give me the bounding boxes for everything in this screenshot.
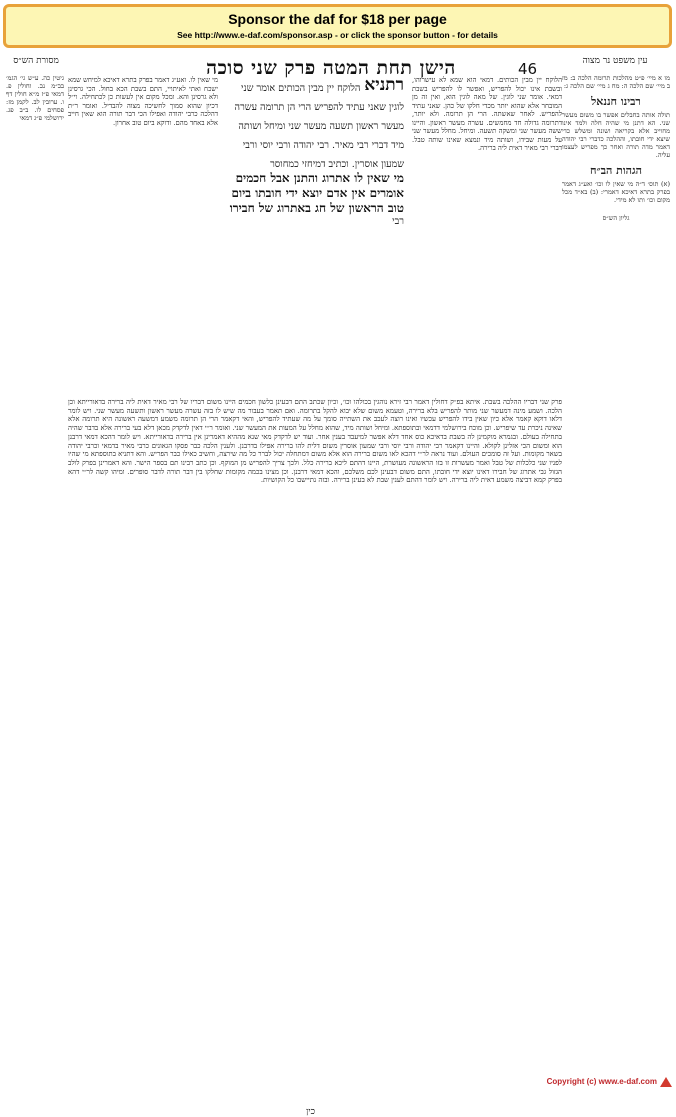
- gemara-opening-word: רתניא: [364, 75, 404, 95]
- gilyon-hashas-note: גליון הש״ס: [602, 214, 630, 222]
- copyright-text[interactable]: Copyright (c) www.e-daf.com: [546, 1077, 657, 1087]
- hagahot-habach-text: (א) תוס׳ ד״ה מי שאין לו וכו׳ ואע״ג דאמר בפרק בתרא דאיכא דאמרי: (ב) בא״ד מכל מקום וכו׳ ותו לא מידי.: [562, 180, 670, 204]
- gemara-text: [226, 76, 404, 391]
- masoret-hashas-text: גיטין כה. ע״ש גי׳ הגמ׳ בב״מ נב. וחולין פ. דמאי פ״ז מ״א חולין דף ו. ערובין לב. לקמן מז: פסחים לו. ב״ב פג. ירושלמי פ״ג דמאי: [6, 74, 64, 122]
- hagahot-habach-title: הגהות הב״ח: [590, 164, 642, 177]
- gemara-end: רבי: [392, 216, 404, 227]
- catchword: כין: [306, 1107, 316, 1117]
- sponsor-banner[interactable]: [3, 4, 672, 48]
- header-ein-mishpat: עין משפט נר מצוה: [582, 56, 648, 66]
- gemara-highlight: מי שאין לו אתרוג והתנן אבל חכמים אומרים אין אדם יוצא ידי חובתו ביום טוב הראשון של חג באתרוג של חבירו: [229, 171, 404, 215]
- main-text-area: [68, 76, 562, 1068]
- copyright-link[interactable]: [547, 1077, 672, 1087]
- sponsor-title[interactable]: Sponsor the daf for $18 per page: [228, 11, 447, 27]
- edaf-logo-icon: [660, 1077, 672, 1087]
- rashi-commentary: הלוקח יין מבין הכותים. דמאי הוא שמא לא עישרוהו, ובשבת אינו יכול להפריש, ואפשר לו להפריש בשבת דמאי. אומר שני לוגין. של מאה לוגין הוא, ואין זה מן המובחר אלא שהוא יותר מכדי חלקו של כהן. שאני עתיד להפריש. לאחר שאשתה. הרי הן תרומה. ולא יותר, דתרומה גדולה חד מחמשים. עשרה מעשר ראשון. והיינו ששה מעשר שני ומשקה תשעה. ומיחל. מחלל מעשר שני על מעות שבידו, ושותה מיד ונמצא שאינו שותה טבל. דברי רבי מאיר דאית ליה ברירה.: [412, 76, 562, 152]
- sponsor-subtitle[interactable]: See http://www.e-daf.com/sponsor.asp - or click the sponsor button - for details: [177, 30, 498, 40]
- header-masoret-hashas: מסורת הש״ס: [13, 56, 59, 66]
- left-sidebar: [6, 74, 64, 1064]
- ein-mishpat-text: מו א מיי׳ פ״ט מהלכות תרומה הלכה ב: מז ב מיי׳ שם הלכה ה: מח ג מיי׳ שם הלכה ג:: [562, 74, 670, 90]
- page-number: 46: [518, 60, 538, 78]
- lower-commentary: פרק שני דבריו ההלכה בשבת. איתא בפ״ק דחולין דאמר רבי זירא נוהגין בכולהו וכו׳, וכיון שכתב התם דבעינן כלשון חכמים היינו משום דבריו של רבי מאיר דאית ליה ברירה בדאורייתא וכן הלכה. ושמע מינה דמעשר שני מותר להפריש בלא ברירה, וטעמא משום שלא יבוא להקל בתרומה. ואם תאמר בעבור מה שיש לו בזה עשרה מעשר ראשון ותשעה מעשר שני. ויש לומר דלאו דוקא קאמר אלא כיון שאין בידו להפריש עכשיו ואינו רוצה לעכב את השתייה סומך על מה שעתיד להפריש, והאי דקאמר הרי הן תרומה משמע דמשעה ראשונה היא תרומה אלא שאינה ניכרת עד שיפריש. וכן מוכח בירושלמי דדמאי ובתוספתא. ומיחל ושותה מיד, שהוא מחלל על המעות את המעשר שני. ואומר ר״י דאין לדקדק מכאן דלא בעי ברירה אלא בדבר שהיה בתחילה בעולם. ובגמרא מוקמינן לה בשבת בדאיכא כוס אחד דלא אפשר למיעבד בענין אחר. ועוד יש לדקדק מאי שנא מההיא דאמרינן אין ברירה בדאורייתא. ויש לומר דהכא דמאי דרבנן הוא ומשום הכי אזלינן לקולא. והיינו דקאמר רבי יהודה ורבי יוסי ורבי שמעון אוסרין משום דלית להו ברירה אפילו בדרבנן. ולענין הלכה כבר פסקו הגאונים כרבי מאיר בדמאי וכרבי יהודה בשאר מקומות. ועל זה סומכים העולם. ועוד נראה לר״י דהכא לאו משום ברירה הוא אלא משום דמתחלה יכול לברר כל מה שירצה, וחשיב כאילו כבר הפריש. והא דתניא בתוספתא מי שהיו לפניו שני כלכלות של טבל ואמר מעשרות זו בזו הראשונה מעושרת, היינו דהתם ליכא ברירה כלל. ולכך צריך להפריש מן המוקף. וכן כתב רבינו תם בספר הישר. והא דאמרינן בפרק לולב הגזול גבי אתרוג של חבירו דאינו יוצא ידי חובתו, התם משום דבעינן לכם משלכם, והכא דמאי דרבנן. וכן מצינו בכמה מקומות שחלקו בין דבר תורה לדבר סופרים. ומיהו קשה לר״י דהא בפרק קמא דביצה משמע דאית ליה ברירה. ויש לומר דהתם לענין שבת לא בעינן ברירה. ובזה נתיישבו כל הקושיות.: [68, 398, 562, 485]
- rabbeinu-chananel-text: תולה אותה בחבלים אפשר בו משום מעשר שני. הא דתנן מי שהיה חלה ולמד אינו מחוייב אלא בקריאה ושונה ומשלש כדי שיצא ידי חובתו, וההלכה כדברי רבי יהודה דאמר מדה תורה ואחר כך מפריש לעצמו עליה.: [562, 111, 670, 159]
- rabbeinu-chananel-title: רבינו חננאל: [591, 95, 641, 108]
- running-title: הישן תחת המטה פרק שני סוכה: [206, 57, 456, 79]
- tosafot-commentary: מי שאין לו. ואע״ג דאמר בפרק בתרא דאיכא למיחש שמא ישכח ואתי לאיתויי, התם בשבת הכא בחול. הכי גרסינן ולא גרסינן והא. ומכל מקום אין לעשות כן לכתחילה. וי״ל דכיון שהוא סמוך לחשיכה מצוה להבדיל. ואומר ר״ת דהלכה כרבי יהודה ואפילו הכי דבר תורה הוא שאין חייב אלא באחד מהם. ודוקא ביום טוב אחרון.: [68, 76, 218, 127]
- gemara-body: הלוקח יין מבין הכותים אומר שני לוגין שאני עתיד להפריש הרי הן תרומה עשרה מעשר ראשון תשעה מעשר שני ומיחל ושותה מיד דברי רבי מאיר. רבי יהודה ורבי יוסי ורבי שמעון אוסרין. וכתיב דמיחזי כמחוסר: [234, 83, 404, 170]
- right-sidebar: [562, 74, 670, 1064]
